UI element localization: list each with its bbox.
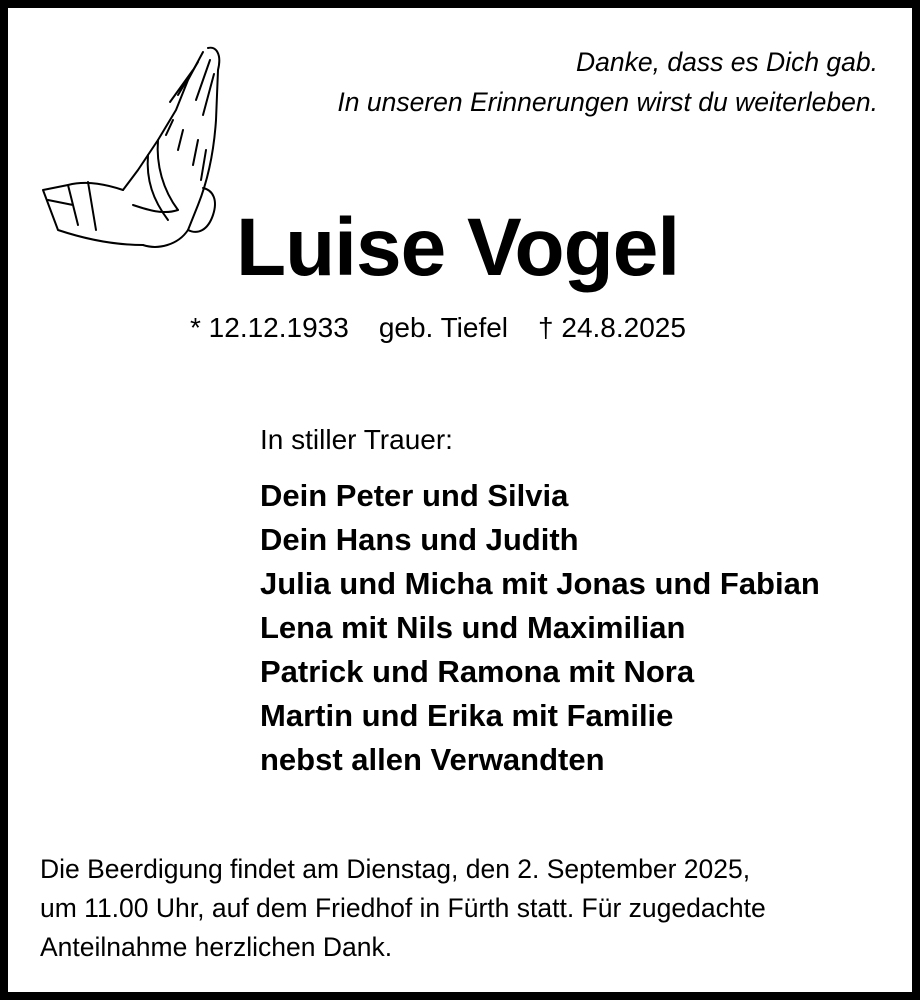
mourner: nebst allen Verwandten (260, 742, 605, 777)
funeral-line: Die Beerdigung findet am Dienstag, den 2. September 2025, (40, 854, 751, 884)
deceased-name: Luise Vogel (236, 202, 680, 293)
mourner: Dein Peter und Silvia (260, 478, 569, 513)
mourners-list (260, 474, 820, 782)
motto (337, 42, 878, 122)
mourner: Lena mit Nils und Maximilian (260, 610, 686, 645)
mourner: Julia und Micha mit Jonas und Fabian (260, 566, 820, 601)
birth-date: * 12.12.1933 (190, 312, 349, 343)
funeral-line: Anteilnahme herzlichen Dank. (40, 932, 393, 962)
mourner: Martin und Erika mit Familie (260, 698, 674, 733)
mourner: Patrick und Ramona mit Nora (260, 654, 695, 689)
funeral-line: um 11.00 Uhr, auf dem Friedhof in Fürth statt. Für zugedachte (40, 893, 766, 923)
funeral-info (40, 850, 890, 967)
motto-line: Danke, dass es Dich gab. (576, 47, 878, 77)
praying-hands-icon (38, 40, 228, 255)
death-date: † 24.8.2025 (538, 312, 686, 343)
life-dates (190, 310, 716, 346)
mourners-label: In stiller Trauer: (260, 424, 453, 455)
motto-line: In unseren Erinnerungen wirst du weiterleben. (337, 87, 878, 117)
maiden-name: geb. Tiefel (378, 312, 509, 343)
mourner: Dein Hans und Judith (260, 522, 579, 557)
